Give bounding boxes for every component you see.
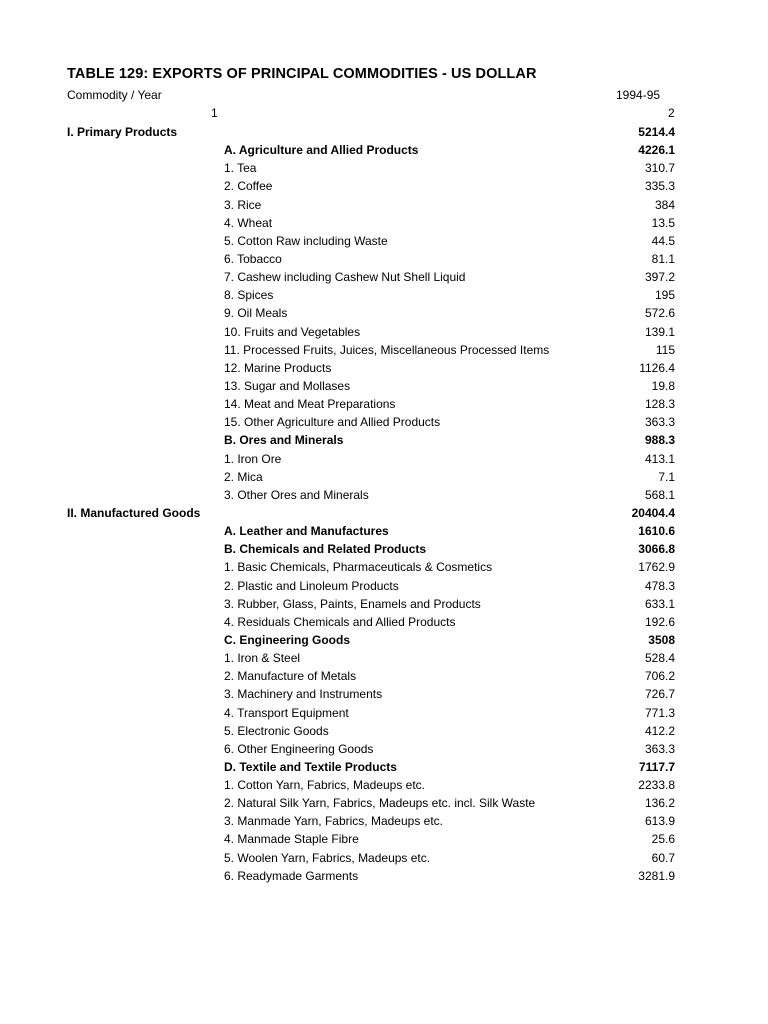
table-row: [0, 304, 768, 322]
commodity-label: 10. Fruits and Vegetables: [224, 324, 361, 339]
commodity-value: 3066.8: [638, 542, 675, 557]
table-row: [0, 776, 768, 794]
commodity-label: 3. Other Ores and Minerals: [224, 487, 369, 502]
table-row: [0, 268, 768, 286]
commodity-label: 12. Marine Products: [224, 360, 332, 375]
commodity-label: 9. Oil Meals: [224, 306, 288, 321]
commodity-label: 7. Cashew including Cashew Nut Shell Liquid: [224, 270, 466, 285]
commodity-label: 11. Processed Fruits, Juices, Miscellaneous Processed Items: [224, 342, 550, 357]
commodity-value: 115: [655, 342, 675, 357]
commodity-value: 726.7: [644, 687, 675, 702]
commodity-label: 1. Iron Ore: [224, 451, 282, 466]
commodity-label: 2. Manufacture of Metals: [224, 669, 357, 684]
commodity-label: 15. Other Agriculture and Allied Products: [224, 415, 441, 430]
commodity-label: 4. Residuals Chemicals and Allied Products: [224, 614, 456, 629]
commodity-label: 3. Rice: [224, 197, 262, 212]
commodity-label: C. Engineering Goods: [224, 632, 351, 647]
commodity-value: 13.5: [651, 215, 675, 230]
table-row: [0, 286, 768, 304]
commodity-label: 4. Wheat: [224, 215, 273, 230]
commodity-label: 3. Manmade Yarn, Fabrics, Madeups etc.: [224, 814, 443, 829]
section-row: [0, 504, 768, 522]
commodity-value: 7117.7: [638, 759, 675, 774]
commodity-value: 2233.8: [638, 778, 675, 793]
commodity-value: 136.2: [644, 796, 675, 811]
commodity-label: 2. Mica: [224, 469, 263, 484]
table-row: [0, 722, 768, 740]
commodity-value: 771.3: [644, 705, 675, 720]
table-row: [0, 323, 768, 341]
commodity-label: 4. Manmade Staple Fibre: [224, 832, 359, 847]
commodity-label: B. Ores and Minerals: [224, 433, 344, 448]
commodity-value: 988.3: [644, 433, 675, 448]
commodity-label: 1. Cotton Yarn, Fabrics, Madeups etc.: [224, 778, 425, 793]
column-number-1: 1: [211, 106, 218, 120]
commodity-value: 44.5: [651, 233, 675, 248]
commodity-label: 6. Tobacco: [224, 251, 282, 266]
commodity-label: 6. Readymade Garments: [224, 868, 359, 883]
commodity-value: 81.1: [651, 251, 675, 266]
commodity-label: II. Manufactured Goods: [67, 505, 201, 520]
commodity-label: 4. Transport Equipment: [224, 705, 349, 720]
table-row: [0, 794, 768, 812]
commodity-value: 363.3: [644, 415, 675, 430]
commodity-value: 60.7: [651, 850, 675, 865]
commodity-value: 613.9: [644, 814, 675, 829]
table-row: [0, 830, 768, 848]
table-row: [0, 740, 768, 758]
commodity-table: [0, 123, 768, 885]
commodity-label: B. Chemicals and Related Products: [224, 542, 427, 557]
commodity-label: A. Leather and Manufactures: [224, 524, 389, 539]
commodity-label: 5. Electronic Goods: [224, 723, 329, 738]
commodity-value: 412.2: [644, 723, 675, 738]
commodity-value: 3508: [648, 632, 675, 647]
table-row: [0, 232, 768, 250]
commodity-value: 572.6: [644, 306, 675, 321]
commodity-value: 706.2: [644, 669, 675, 684]
subsection-row: [0, 631, 768, 649]
commodity-label: 2. Natural Silk Yarn, Fabrics, Madeups etc. incl. Silk Waste: [224, 796, 536, 811]
commodity-value: 7.1: [658, 469, 675, 484]
table-row: [0, 849, 768, 867]
commodity-label: A. Agriculture and Allied Products: [224, 143, 419, 158]
commodity-label: 8. Spices: [224, 288, 274, 303]
table-row: [0, 359, 768, 377]
commodity-value: 1610.6: [638, 524, 675, 539]
commodity-value: 4226.1: [638, 143, 675, 158]
commodity-value: 139.1: [644, 324, 675, 339]
commodity-value: 5214.4: [638, 125, 675, 139]
commodity-value: 3281.9: [638, 868, 675, 883]
commodity-label: I. Primary Products: [67, 125, 178, 139]
table-row: [0, 704, 768, 722]
table-row: [0, 558, 768, 576]
table-row: [0, 413, 768, 431]
commodity-label: 2. Plastic and Linoleum Products: [224, 578, 399, 593]
table-row: [0, 667, 768, 685]
subsection-row: [0, 522, 768, 540]
year-header: 1994-95: [616, 88, 661, 102]
commodity-label: 3. Machinery and Instruments: [224, 687, 383, 702]
commodity-value: 25.6: [651, 832, 675, 847]
commodity-label: 1. Basic Chemicals, Pharmaceuticals & Cosmetics: [224, 560, 493, 575]
table-row: [0, 577, 768, 595]
commodity-value: 335.3: [644, 179, 675, 194]
commodity-value: 568.1: [644, 487, 675, 502]
table-row: [0, 613, 768, 631]
section-row: [0, 123, 768, 141]
table-row: [0, 214, 768, 232]
table-row: [0, 395, 768, 413]
commodity-value: 128.3: [644, 397, 675, 412]
commodity-label: 5. Cotton Raw including Waste: [224, 233, 388, 248]
table-title: TABLE 129: EXPORTS OF PRINCIPAL COMMODITIES - US DOLLAR: [67, 66, 537, 82]
commodity-value: 363.3: [644, 741, 675, 756]
commodity-label: 3. Rubber, Glass, Paints, Enamels and Products: [224, 596, 481, 611]
commodity-year-header: Commodity / Year: [67, 88, 162, 102]
commodity-value: 633.1: [644, 596, 675, 611]
commodity-value: 195: [654, 288, 675, 303]
commodity-label: D. Textile and Textile Products: [224, 759, 397, 774]
commodity-value: 1762.9: [638, 560, 675, 575]
commodity-value: 19.8: [651, 378, 675, 393]
commodity-value: 413.1: [644, 451, 675, 466]
table-row: [0, 450, 768, 468]
commodity-label: 13. Sugar and Mollases: [224, 378, 351, 393]
table-row: [0, 341, 768, 359]
subsection-row: [0, 758, 768, 776]
table-row: [0, 649, 768, 667]
commodity-label: 1. Iron & Steel: [224, 651, 301, 666]
commodity-label: 2. Coffee: [224, 179, 273, 194]
table-row: [0, 250, 768, 268]
commodity-value: 1126.4: [639, 360, 675, 375]
table-row: [0, 377, 768, 395]
commodity-value: 397.2: [644, 270, 675, 285]
subsection-row: [0, 141, 768, 159]
table-row: [0, 196, 768, 214]
table-row: [0, 159, 768, 177]
table-row: [0, 486, 768, 504]
commodity-value: 310.7: [644, 161, 675, 176]
commodity-value: 478.3: [644, 578, 675, 593]
table-row: [0, 812, 768, 830]
table-row: [0, 468, 768, 486]
table-row: [0, 867, 768, 885]
commodity-value: 528.4: [644, 651, 675, 666]
table-row: [0, 177, 768, 195]
table-row: [0, 595, 768, 613]
commodity-label: 1. Tea: [224, 161, 257, 176]
commodity-label: 14. Meat and Meat Preparations: [224, 397, 396, 412]
subsection-row: [0, 431, 768, 449]
commodity-value: 384: [654, 197, 675, 212]
commodity-label: 6. Other Engineering Goods: [224, 741, 374, 756]
table-row: [0, 685, 768, 703]
subsection-row: [0, 540, 768, 558]
commodity-value: 192.6: [644, 614, 675, 629]
commodity-value: 20404.4: [631, 505, 675, 520]
commodity-label: 5. Woolen Yarn, Fabrics, Madeups etc.: [224, 850, 431, 865]
column-number-2: 2: [668, 106, 675, 120]
